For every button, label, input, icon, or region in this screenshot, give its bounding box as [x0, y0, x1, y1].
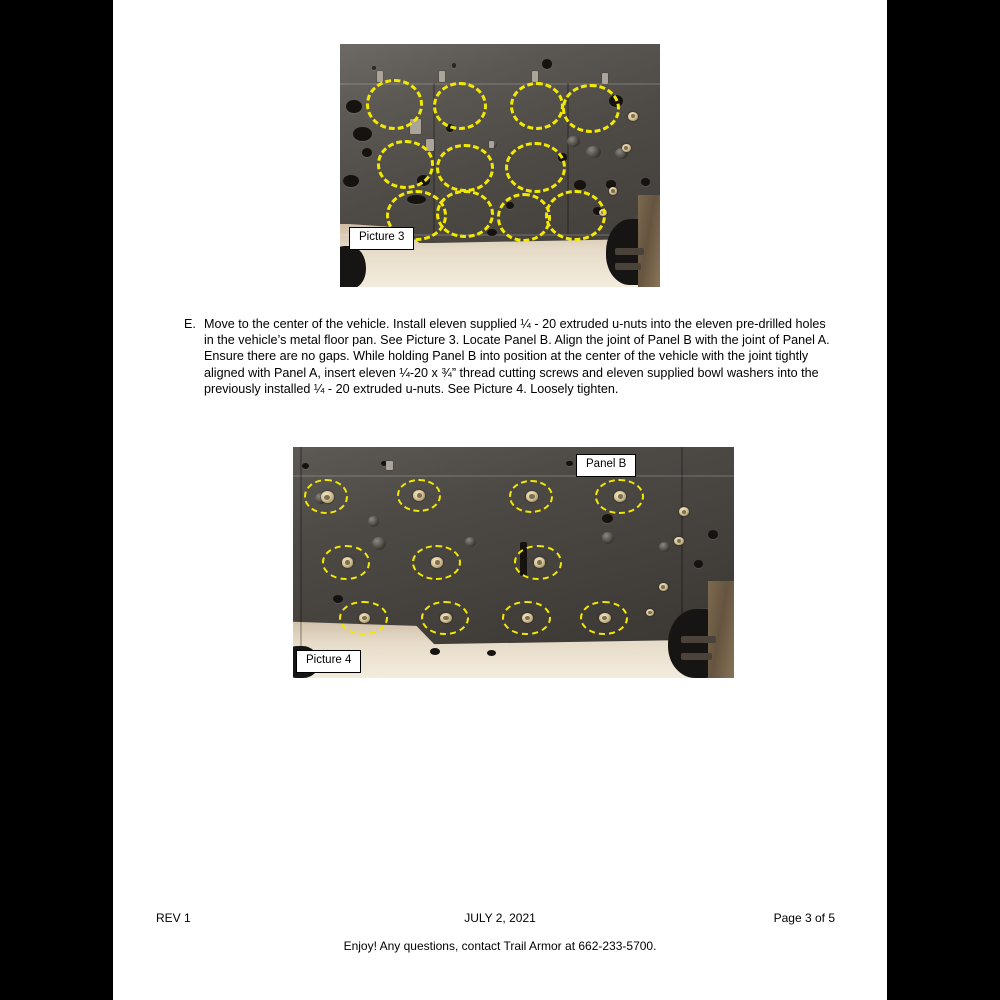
wooden-post	[638, 195, 660, 287]
pan-hole	[566, 461, 572, 467]
hole-marker	[505, 142, 566, 193]
floor-clip	[386, 461, 393, 470]
hole-marker	[595, 479, 644, 514]
hole-marker	[397, 479, 441, 511]
hole-marker	[497, 193, 551, 242]
hole-marker	[339, 601, 388, 636]
picture-4-image	[293, 447, 734, 678]
bowl-washer	[646, 609, 654, 616]
pan-hole	[542, 59, 553, 69]
hole-marker	[304, 479, 348, 514]
floor-clip	[489, 141, 494, 148]
floor-clip	[377, 71, 383, 82]
step-text: Move to the center of the vehicle. Install eleven supplied ¼ - 20 extruded u-nuts into the eleven pre-drilled holes in the vehicle’s metal floor pan. See Picture 3. Locate Panel B. Align the joint of Panel B with the joint of Panel A. Ensure there are no gaps. While holding Panel B into position at the center of the vehicle with the joint tightly aligned with Panel A, insert eleven ¼-20 x ¾” thread cutting screws and eleven supplied bowl washers into the previously installed ¼ - 20 extruded u-nuts. See Picture 4. Loosely tighten.	[204, 317, 830, 396]
floor-clip	[439, 71, 445, 82]
tire-tread	[615, 248, 644, 255]
bowl-washer	[659, 583, 668, 591]
footer-contact-note: Enjoy! Any questions, contact Trail Armor at 662-233-5700.	[343, 939, 657, 953]
tire-tread	[615, 263, 641, 270]
document-page	[113, 0, 887, 1000]
hole-marker	[322, 545, 371, 580]
hole-marker	[510, 82, 564, 131]
hole-marker	[412, 545, 461, 580]
step-e	[184, 316, 838, 397]
rubber-grommet	[368, 516, 379, 526]
floor-clip	[532, 71, 538, 82]
footer-date: JULY 2, 2021	[464, 911, 536, 925]
floor-clip	[602, 73, 608, 84]
picture-4-caption: Picture 4	[296, 650, 361, 673]
hole-marker	[562, 84, 620, 133]
tire-tread	[681, 636, 716, 643]
step-letter: E.	[184, 317, 196, 331]
hole-marker	[433, 82, 487, 131]
hole-marker	[436, 144, 494, 193]
panel-seam-top	[293, 475, 734, 477]
bowl-washer	[609, 187, 617, 194]
pan-hole	[302, 463, 309, 469]
rubber-grommet	[602, 532, 614, 544]
rubber-grommet	[586, 146, 600, 158]
picture-3-image	[340, 44, 660, 287]
bowl-washer	[628, 112, 638, 121]
panel-edge-left	[300, 447, 302, 650]
hole-marker	[366, 79, 424, 130]
hole-marker	[514, 545, 563, 580]
hole-marker	[509, 480, 553, 512]
tire-tread	[681, 653, 712, 660]
pan-hole	[353, 127, 372, 142]
footer-revision: REV 1	[156, 911, 191, 925]
hole-marker	[580, 601, 629, 636]
hole-marker	[377, 140, 435, 189]
panel-b-label: Panel B	[576, 454, 636, 477]
hole-marker	[545, 190, 606, 241]
wooden-post	[708, 581, 734, 678]
picture-3-caption: Picture 3	[349, 227, 414, 250]
footer-page-number: Page 3 of 5	[773, 911, 835, 925]
pan-hole	[430, 648, 441, 655]
hole-marker	[436, 190, 494, 239]
pan-hole	[487, 229, 497, 236]
bowl-washer	[622, 144, 632, 152]
hole-marker	[502, 601, 551, 636]
